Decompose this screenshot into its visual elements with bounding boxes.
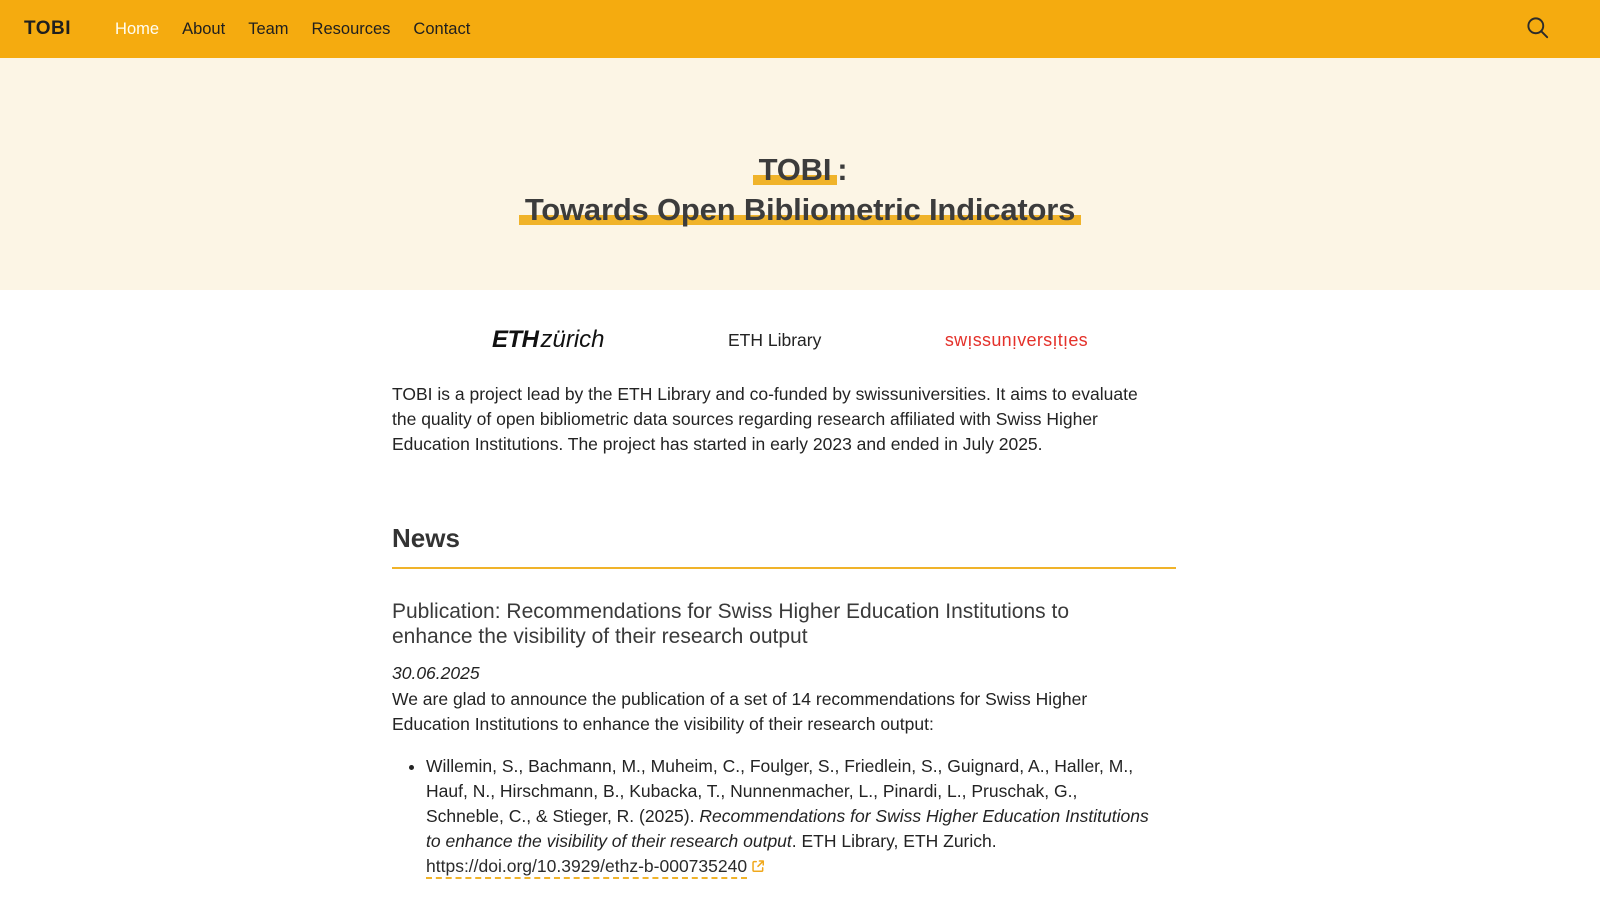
nav-item-resources[interactable]: Resources xyxy=(311,19,391,38)
brand-logo[interactable]: TOBI xyxy=(24,18,72,39)
page-title-colon: : xyxy=(837,152,848,187)
article-date: 30.06.2025 xyxy=(392,663,480,683)
citation-authors: Willemin, S., Bachmann, M., Muheim, C., Foulger, S., Friedlein, S., Guignard, A., Haller, M., Hauf, N., Hirschmann, B., Kubacka, T., Nunnenmacher, L., Pinardi, L., Pruschak, G., Schneble, C., & Stieger, R. (2025). xyxy=(426,756,1134,826)
news-article xyxy=(392,599,1176,880)
nav-item-about[interactable]: About xyxy=(182,19,226,38)
nav-item-home[interactable]: Home xyxy=(115,19,160,38)
search-button[interactable] xyxy=(1520,12,1554,46)
swissuniversities-logo: swı̣ssunı̣versı̣tı̣es xyxy=(944,329,1088,350)
project-intro-paragraph: TOBI is a project lead by the ETH Library and co-funded by swissuniversities. It aims to evaluate the quality of open bibliometric data sources regarding research affiliated with Swiss Higher Education Institutions. The project has started in early 2023 and ended in July 2025. xyxy=(392,384,1138,454)
page-title-line2: Towards Open Bibliometric Indicators xyxy=(0,190,1600,230)
article-lead-paragraph: We are glad to announce the publication of a set of 14 recommendations for Swiss Higher Education Institutions to enhance the visibility of their research output: xyxy=(392,689,1088,734)
search-icon xyxy=(1524,14,1551,44)
hero-banner xyxy=(0,58,1600,290)
doi-link[interactable]: https://doi.org/10.3929/ethz-b-000735240 xyxy=(426,856,748,876)
article-title: Publication: Recommendations for Swiss Higher Education Institutions to enhance the visibility of their research output xyxy=(392,600,1070,648)
external-link-icon xyxy=(751,855,765,880)
citation-work-title: Recommendations for Swiss Higher Education Institutions to enhance the visibility of their research output xyxy=(426,806,1149,851)
eth-library-logo: ETH Library xyxy=(728,329,822,350)
page-title xyxy=(0,58,1600,230)
news-section-heading: News xyxy=(392,523,1176,569)
citation-item xyxy=(426,754,1154,880)
partner-logos xyxy=(392,290,1176,354)
citation-publisher: . ETH Library, ETH Zurich. xyxy=(791,831,997,851)
publication-list xyxy=(392,754,1154,880)
top-navbar xyxy=(0,0,1600,58)
page-title-acronym: TOBI xyxy=(753,152,838,187)
nav-item-contact[interactable]: Contact xyxy=(413,19,471,38)
page-title-line1 xyxy=(0,150,1600,190)
nav-item-team[interactable]: Team xyxy=(248,19,289,38)
main-content xyxy=(392,290,1176,880)
main-navigation xyxy=(115,20,470,39)
eth-zurich-logo: ETHzürich xyxy=(492,326,605,353)
